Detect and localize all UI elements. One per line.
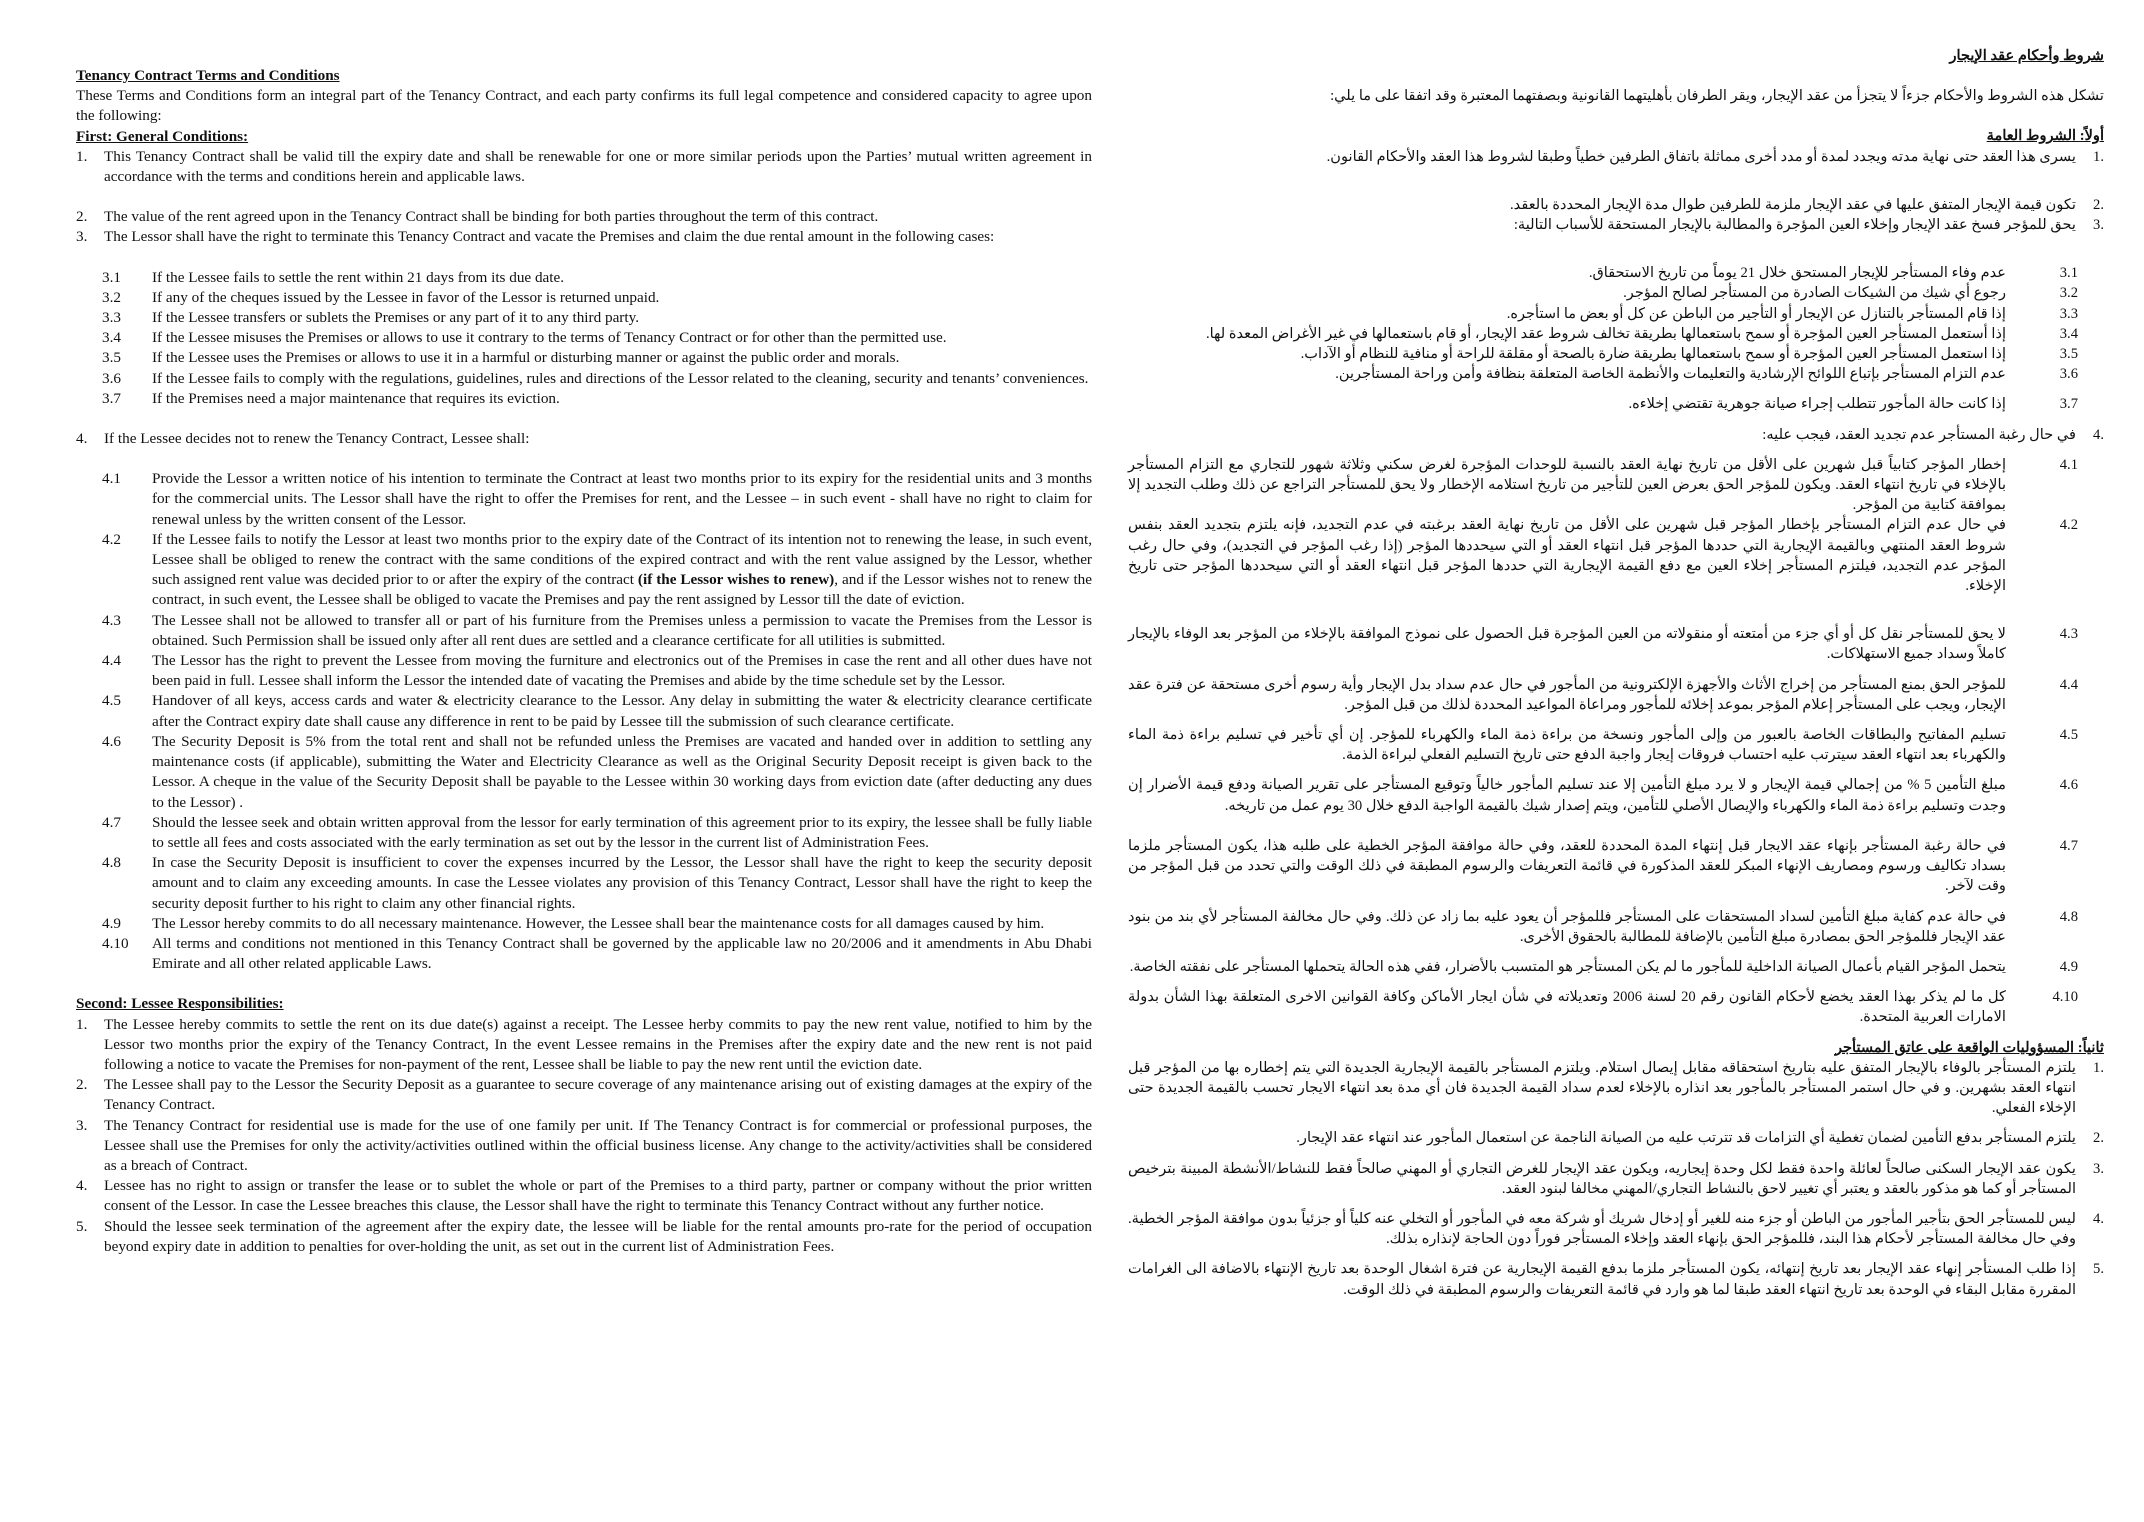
- english-renewal-4-10: 4.10 All terms and conditions not mentioned in this Tenancy Contract shall be governed by the applicable law no 20/2006 and it amendments in Abu Dhabi Emirate and all other related applicable Laws.: [102, 934, 1092, 973]
- english-intro: These Terms and Conditions form an integral part of the Tenancy Contract, and each party confirms its full legal competence and considered capacity to agree upon the following:: [76, 87, 1092, 125]
- arabic-case-3-2: 3.2 رجوع أي شيك من الشيكات الصادرة من المستأجر لصالح المؤجر.: [1623, 285, 2078, 302]
- arabic-item-4: .4 في حال رغبة المستأجر عدم تجديد العقد، فيجب عليه:: [1762, 426, 2104, 443]
- arabic-title: شروط وأحكام عقد الإيجار: [1949, 48, 2104, 64]
- english-renewal-4-9: 4.9 The Lessor hereby commits to do all necessary maintenance. However, the Lessee shall bear the maintenance costs for all damages caused by him.: [102, 914, 1045, 932]
- english-item-4: 4. If the Lessee decides not to renew the Tenancy Contract, Lessee shall:: [76, 430, 530, 448]
- arabic-renewal-4-3: 4.3 لا يحق للمستأجر نقل كل أو أي جزء من أمتعته أو منقولاته من العين المؤجرة قبل الحصول على نموذج الموافقة بالإخلاء من المؤجر بعد الوفاء بالإيجار كاملاً وسداد جميع الاستهلاكات.: [1128, 626, 2078, 663]
- english-case-3-6: 3.6 If the Lessee fails to comply with the regulations, guidelines, rules and directions of the Lessor related to the cleaning, security and tenants’ conveniences.: [102, 369, 1089, 387]
- arabic-renewal-4-1: 4.1 إخطار المؤجر كتابياً قبل شهرين على الأقل من تاريخ نهاية العقد بالنسبة للوحدات المؤجرة لغرض سكني وثلاثة شهور للتجاري مع التزام المستأجر بالإخلاء في تاريخ انتهاء العقد. ويكون للمؤجر الحق بعرض العين للتأجير من تاريخ استلامه الإخطار ولا يحق للمستأجر التراجع عن ذلك وطلب التجديد إلا بموافقة كتابية من المؤجر.: [1128, 456, 2078, 514]
- arabic-general-item-3: .3 يحق للمؤجر فسخ عقد الإيجار وإخلاء العين المؤجرة والمطالبة بالإيجار المستحقة للأسباب التالية:: [1513, 217, 2104, 234]
- arabic-general-heading: أولاً: الشروط العامة: [1986, 128, 2104, 145]
- english-responsibility-1: 1. The Lessee hereby commits to settle the rent on its due date(s) against a receipt. The Lessee herby commits to pay the new rent value, notified to him by the Lessor two months prior the expiry of the Tenancy Contract, In the event Lessee remains in the Premises after the expiry date and the new rent is not paid following a notice to vacate the Premises for non-payment of the rent, Lessee shall be liable to pay the new rent until the eviction date.: [76, 1015, 1092, 1073]
- english-renewal-4-4: 4.4 The Lessor has the right to prevent the Lessee from moving the furniture and electronics out of the Premises in case the rent and all other dues have not been paid in full. Lessee shall inform the Lessor the intended date of vacating the Premises and abide by the time schedule set by the Lessor.: [102, 652, 1092, 690]
- english-case-3-7: 3.7 If the Premises need a major maintenance that requires its eviction.: [102, 389, 560, 407]
- arabic-case-3-6: 3.6 عدم التزام المستأجر بإتباع اللوائح الإرشادية والتعليمات والأنظمة الخاصة المتعلقة بنظافة وأمن وراحة المستأجرين.: [1335, 366, 2078, 383]
- arabic-responsibility-1: .1 يلتزم المستأجر بالوفاء بالإيجار المتفق عليه بتاريخ استحقاقه مقابل إيصال استلام. ويلتزم المستأجر بالقيمة الإيجارية الجديدة التي يتم إخطاره بها من المؤجر قبل انتهاء العقد بشهرين. و في حال استمر المستأجر بالمأجور بعد انذاره بالإخلاء لعدم سداد القيمة الجديدة فان أي مدة بعد انتهاء الايجار تحسب بالقيمة الجديدة حتى الإخلاء الفعلي.: [1128, 1059, 2104, 1117]
- arabic-renewal-4-7: 4.7 في حالة رغبة المستأجر بإنهاء عقد الايجار قبل إنتهاء المدة المحددة للعقد، وفي حالة موافقة المؤجر الخطية على طلبه هذا، يكون المستأجر ملزما بسداد تكاليف ورسوم ومصاريف الإنهاء المبكر للعقد المذكورة في قائمة التعريفات والرسوم المطبقة في ذلك الوقت والتي تحدد من قبل المؤجر من وقت لآخر.: [1128, 837, 2078, 895]
- arabic-responsibility-5: .5 إذا طلب المستأجر إنهاء عقد الإيجار بعد تاريخ إنتهائه، يكون المستأجر ملزما بدفع القيمة الإيجارية عن فترة اشغال الوحدة بعد تاريخ الإنتهاء بالاضافة الى الغرامات المقررة مقابل البقاء في الوحدة بعد تاريخ انتهاء العقد طبقا لما هو وارد في قائمة التعريفات والرسوم المطبقة في ذلك الوقت.: [1128, 1261, 2104, 1298]
- english-general-item-1: 1. This Tenancy Contract shall be valid till the expiry date and shall be renewable for one or more similar periods upon the Parties’ mutual written agreement in accordance with the terms and conditions herein and applicable laws.: [76, 147, 1092, 186]
- arabic-responsibility-4: .4 ليس للمستأجر الحق بتأجير المأجور من الباطن أو جزء منه للغير أو إدخال شريك أو شركة معه في المأجور أو التخلي عنه كلياً أو جزئياً بدون موافقة المؤجر الخطية. وفي حال مخالفة المستأجر لأحكام هذا البند، فللمؤجر الحق بإنهاء العقد وإخلاء المستأجر فوراً دون الحاجة لإنذاره بذلك.: [1128, 1210, 2104, 1248]
- arabic-renewal-4-4: 4.4 للمؤجر الحق بمنع المستأجر من إخراج الأثاث والأجهزة الإلكترونية من المأجور في حال عدم سداد بدل الإيجار وأية رسوم أخرى مستحقة عن فترة عقد الإيجار، ويجب على المستأجر إعلام المؤجر بموعد إخلائه للمأجور ومراعاة المواعيد المحددة لذلك من قبل المؤجر.: [1128, 676, 2078, 713]
- english-case-3-4: 3.4 If the Lessee misuses the Premises or allows to use it contrary to the terms of Tenancy Contract or for other than the permitted use.: [102, 329, 947, 347]
- arabic-responsibility-3: .3 يكون عقد الإيجار السكنى صالحاً لعائلة واحدة فقط لكل وحدة إيجاريه، ويكون عقد الإيجار للغرض التجاري أو المهني صالحاً فقط للنشاط/الأنشطة المبينة بترخيص المستأجر أو كما هو مذكور بالعقد و يعتبر أي تغيير لاحق بالنشاط التجاري/المهني مخالفا لبنود العقد.: [1128, 1160, 2104, 1197]
- english-responsibility-5: 5. Should the lessee seek termination of the agreement after the expiry date, the lessee will be liable for the rental amounts pro-rate for the period of occupation beyond expiry date in addition to penalties for over-holding the unit, as set out in the current list of Administration Fees.: [76, 1217, 1092, 1255]
- english-renewal-4-5: 4.5 Handover of all keys, access cards and water & electricity clearance to the Lessor. Any delay in submitting the water & electricity clearance certificate after the Contract expiry date shall cause any difference in rent to be paid by Lessee till the submission of such clearance certificate.: [102, 692, 1092, 730]
- arabic-renewal-4-2: 4.2 في حال عدم التزام المستأجر بإخطار المؤجر قبل شهرين على الأقل من تاريخ نهاية العقد برغبته في عدم التجديد، فإنه يلتزم بتجديد العقد بنفس شروط العقد المنتهي وبالقيمة الإيجارية التي حددها المؤجر قبل انتهاء العقد أو التي سيحددها المؤجر (إذا رغب المؤجر في التجديد)، وفي حال رغب المؤجر عدم التجديد، فيلتزم المستأجر إخلاء العين مع دفع القيمة الإيجارية التي حددها المؤجر قبل انتهاء العقد أو التي سيحددها المؤجر حتى تاريخ الإخلاء.: [1128, 517, 2078, 595]
- arabic-renewal-4-6: 4.6 مبلغ التأمين 5 % من إجمالي قيمة الإيجار و لا يرد مبلغ التأمين إلا عند تسليم المأجور خالياً وتوقيع المستأجر على تقرير الصيانة ودفع قيمة الأضرار إن وجدت وتسليم براءة ذمة الماء والكهرباء والإيصال الأصلي للتأمين، ويتم إصدار شيك بالقيمة الواجبة الدفع خلال 30 يوم عمل من تاريخه.: [1128, 777, 2078, 814]
- arabic-responsibility-2: .2 يلتزم المستأجر بدفع التأمين لضمان تغطية أي التزامات قد تترتب عليه من الصيانة الناجمة عن استعمال المأجور عند انتهاء عقد الإيجار.: [1296, 1130, 2104, 1147]
- english-case-3-3: 3.3 If the Lessee transfers or sublets the Premises or any part of it to any third party.: [102, 309, 639, 327]
- arabic-renewal-4-9: 4.9 يتحمل المؤجر القيام بأعمال الصيانة الداخلية للمأجور ما لم يكن المستأجر هو المتسبب بالأضرار، ففي هذه الحالة يتحملها المستأجر على نفقته الخاصة.: [1129, 958, 2078, 975]
- arabic-case-3-3: 3.3 إذا قام المستأجر بالتنازل عن الإيجار أو التأجير من الباطن عن كل أو بعض ما استأجره.: [1506, 305, 2078, 322]
- english-general-item-2: 2. The value of the rent agreed upon in the Tenancy Contract shall be binding for both parties throughout the term of this contract.: [76, 208, 879, 226]
- arabic-case-3-1: 3.1 عدم وفاء المستأجر للإيجار المستحق خلال 21 يوماً من تاريخ الاستحقاق.: [1588, 265, 2078, 282]
- english-renewal-4-3: 4.3 The Lessee shall not be allowed to transfer all or part of his furniture from the Premises unless a permission to vacate the Premises from the Lessor is obtained. Such Permission shall be issued only after all rent dues are settled and a clearance certificate for all utilities is submitted.: [102, 611, 1092, 649]
- english-renewal-4-8: 4.8 In case the Security Deposit is insufficient to cover the expenses incurred by the Lessor, the Lessor shall have the right to keep the security deposit amount and to claim any exceeding amounts. In case the Lessee violates any provision of this Tenancy Contract, Lessor shall have the right to keep the security deposit further to his right to claim any other financial rights.: [102, 854, 1092, 912]
- arabic-general-item-1: .1 يسرى هذا العقد حتى نهاية مدته ويجدد لمدة أو مدد أخرى مماثلة باتفاق الطرفين خطياً وطبقا لشروط هذا العقد والأحكام القانون.: [1326, 148, 2104, 165]
- arabic-intro: تشكل هذه الشروط والأحكام جزءاً لا يتجزأ من عقد الإيجار، ويقر الطرفان بأهليتهما القانونية وبصفتهما المعتبرة وقد اتفقا على ما يلي:: [1330, 88, 2104, 105]
- english-case-3-1: 3.1 If the Lessee fails to settle the rent within 21 days from its due date.: [102, 268, 565, 286]
- english-general-item-3: 3. The Lessor shall have the right to terminate this Tenancy Contract and vacate the Premises and claim the due rental amount in the following cases:: [76, 228, 995, 246]
- arabic-case-3-4: 3.4 إذا أستعمل المستأجر العين المؤجرة أو سمح باستعمالها بطريقة تخالف شروط عقد الإيجار، أو قام باستعمالها في غير الأغراض المعدة لها.: [1205, 325, 2078, 342]
- english-case-3-2: 3.2 If any of the cheques issued by the Lessee in favor of the Lessor is returned unpaid.: [102, 288, 660, 306]
- arabic-renewal-4-10: 4.10 كل ما لم يذكر بهذا العقد يخضع لأحكام القانون رقم 20 لسنة 2006 وتعديلاته في شأن ايجار الأماكن وكافة القوانين الاخرى المتعلقة بهذا الشأن بدولة الامارات العربية المتحدة.: [1128, 989, 2078, 1026]
- english-case-3-5: 3.5 If the Lessee uses the Premises or allows to use it in a harmful or disturbing manner or against the public order and morals.: [102, 349, 900, 367]
- english-general-heading: First: General Conditions:: [76, 127, 249, 145]
- arabic-case-3-5: 3.5 إذا استعمل المستأجر العين المؤجرة أو سمح باستعمالها بطريقة ضارة بالصحة أو مقلقة للراحة أو منافية للنظام أو الآداب.: [1300, 346, 2078, 363]
- arabic-renewal-4-5: 4.5 تسليم المفاتيح والبطاقات الخاصة بالعبور من وإلى المأجور ونسخة من براءة ذمة الماء والكهرباء للمؤجر. إن أي تأخير في تسليم براءة ذمة الماء والكهرباء بعد انتهاء العقد سيترتب عليه احتساب فروقات إيجار واجبة الدفع حتى تاريخ التسليم الفعلي لبراءة الذمة.: [1128, 727, 2078, 764]
- english-responsibility-3: 3. The Tenancy Contract for residential use is made for the use of one family per unit. If The Tenancy Contract is for commercial or professional purposes, the Lessee shall use the Premises for only the activity/activities outlined within the official business license. Any change to the activity/activities shall be considered as a breach of Contract.: [76, 1116, 1092, 1174]
- english-renewal-4-6: 4.6 The Security Deposit is 5% from the total rent and shall not be refunded unless the Premises are vacated and handed over in addition to settling any maintenance costs (if applicable), submitting the Water and Electricity Clearance as well as the Original Security Deposit receipt is given back to the Lessor. A cheque in the value of the Security Deposit shall be payable to the Lessee within 30 working days from eviction date (after deducting any dues to the Lessor) .: [102, 732, 1092, 811]
- arabic-renewal-4-8: 4.8 في حالة عدم كفاية مبلغ التأمين لسداد المستحقات على المستأجر فللمؤجر أن يعود عليه بما زاد عن ذلك. وفي حال مخالفة المستأجر لأي بند من بنود عقد الإيجار فللمؤجر الحق بمصادرة مبلغ التأمين بالإضافة للمطالبة بالحقوق الأخرى.: [1128, 908, 2078, 945]
- english-responsibility-2: 2. The Lessee shall pay to the Lessor the Security Deposit as a guarantee to secure coverage of any maintenance arising out of existing damages at the expiry of the Tenancy Contract.: [76, 1076, 1092, 1114]
- arabic-column: [1128, 46, 2104, 1300]
- english-renewal-4-7: 4.7 Should the lessee seek and obtain written approval from the lessor for early termination of this agreement prior to its expiry, the lessee shall be fully liable to settle all fees and costs associated with the early termination as set out by the lessor in the current list of Administration Fees.: [102, 813, 1092, 851]
- english-responsibility-4: 4. Lessee has no right to assign or transfer the lease or to sublet the whole or part of the Premises to a third party, partner or company without the prior written consent of the Lessor. In case the Lessee breaches this clause, the Lessor shall have the right to terminate this Tenancy Contract without any further notice.: [76, 1177, 1092, 1215]
- arabic-general-item-2: .2 تكون قيمة الإيجار المتفق عليها في عقد الإيجار ملزمة للطرفين طوال مدة الإيجار المحددة بالعقد.: [1510, 196, 2104, 213]
- arabic-responsibilities-heading: ثانياً: المسؤوليات الواقعة على عاتق المستأجر: [1834, 1039, 2104, 1056]
- english-responsibilities-heading: Second: Lessee Responsibilities:: [76, 995, 284, 1013]
- english-renewal-4-2: 4.2 If the Lessee fails to notify the Lessor at least two months prior to the expiry date of the Contract of its intention not to renewing the lease, in such event, Lessee shall be obliged to renew the contract with the same conditions of the expired contract and with the rent value assigned by the Lessor, whether such assigned rent value was decided prior to or after the expiry of the contract (if the Lessor wishes to renew), and if the Lessor wishes not to renew the contract, in such event, the Lessee shall be obliged to vacate the Premises and pay the rent assigned by Lessor till the date of eviction.: [102, 530, 1093, 609]
- arabic-case-3-7: 3.7 إذا كانت حالة المأجور تتطلب إجراء صيانة جوهرية تقتضي إخلاءه.: [1628, 396, 2078, 413]
- english-title: Tenancy Contract Terms and Conditions: [76, 67, 340, 84]
- english-column: [76, 66, 1092, 1257]
- english-renewal-4-1: 4.1 Provide the Lessor a written notice of his intention to terminate the Contract at least two months prior to its expiry for the residential units and 3 months for the commercial units. The Lessor shall have the right to offer the Premises for rent, and the Lessee – in such event - shall have no right to claim for renewal unless by the written consent of the Lessor.: [102, 470, 1092, 528]
